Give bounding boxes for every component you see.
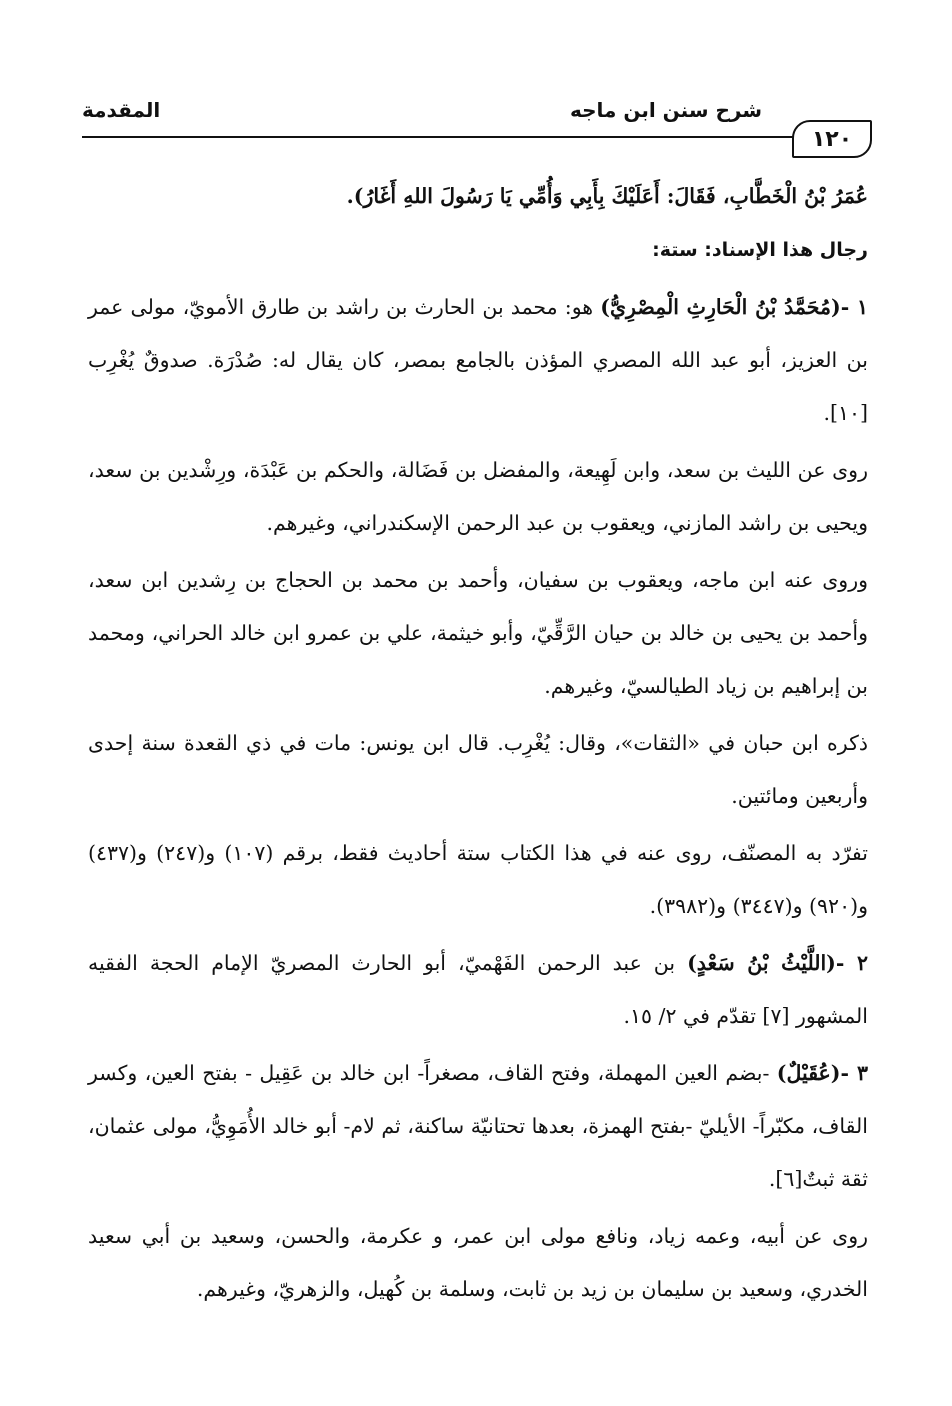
narrator-3-text: -بضم العين المهملة، وفتح القاف، مصغراً- ابن خالد بن عَقِيل - بفتح العين، وكسر القاف، مكبّراً- الأيليّ -بفتح الهمزة، بعدها تحتانيّة ساكنة، ثم لام- أبو خالد الأُمَوِيُّ، مولى عثمان، ثقة ثبتٌ[٦]. xyxy=(88,1061,868,1191)
page-header xyxy=(82,92,872,152)
narrator-1-name: ١ -(مُحَمَّدُ بْنُ الْحَارِثِ الْمِصْرِيُّ) xyxy=(600,295,868,319)
book-title: شرح سنن ابن ماجه xyxy=(569,98,762,122)
narrator-3-name: ٣ -(عُقَيْلٌ) xyxy=(776,1061,868,1085)
intro-line: عُمَرُ بْنُ الْخَطَّابِ، فَقَالَ: أَعَلَيْكَ بِأَبِي وَأُمِّي يَا رَسُولَ اللهِ أَغَارُ). xyxy=(346,184,868,208)
paragraph-narrator-2 xyxy=(88,937,868,1043)
page-number: ١٢٠ xyxy=(792,120,872,158)
section-title: المقدمة xyxy=(82,98,161,122)
header-rule xyxy=(82,136,794,138)
narrator-2-name: ٢ -(اللَّيْثُ بْنُ سَعْدٍ) xyxy=(687,951,869,975)
paragraph-hadith-numbers: تفرّد به المصنّف، روى عنه في هذا الكتاب ستة أحاديث فقط، برقم (١٠٧) و(٢٤٧) و(٤٣٧) و(٩٢٠) و(٣٤٤٧) و(٣٩٨٢). xyxy=(88,841,868,918)
paragraph-narrator-1 xyxy=(88,281,868,440)
paragraph-narrated-by: وروى عنه ابن ماجه، ويعقوب بن سفيان، وأحمد بن محمد بن الحجاج بن رِشدين ابن سعد، وأحمد بن يحيى بن خالد بن حيان الرَّقِّيّ، وأبو خيثمة، علي بن عمرو ابن خالد الحراني، ومحمد بن إبراهيم بن زياد الطيالسيّ، وغيرهم. xyxy=(88,568,868,698)
paragraph-narrator-3-from: روى عن أبيه، وعمه زياد، ونافع مولى ابن عمر، و عكرمة، والحسن، وسعيد بن أبي سعيد الخدري، وسعيد بن سليمان بن زيد بن ثابت، وسلمة بن كُهيل، والزهريّ، وغيرهم. xyxy=(88,1224,868,1301)
heading-text: رجال هذا الإسناد: ستة: xyxy=(652,239,868,261)
paragraph-narrated-from: روى عن الليث بن سعد، وابن لَهِيعة، والمفضل بن فَضَالة، والحكم بن عَبْدَة، ورِشْدين بن سعد، ويحيى بن راشد المازني، ويعقوب بن عبد الرحمن الإسكندراني، وغيرهم. xyxy=(88,458,868,535)
page-body xyxy=(88,170,868,1316)
paragraph-ibn-hibban: ذكره ابن حبان في «الثقات»، وقال: يُغْرِب. قال ابن يونس: مات في ذي القعدة سنة إحدى وأربعين ومائتين. xyxy=(88,731,868,808)
narrators-heading xyxy=(88,223,868,277)
paragraph-narrator-3 xyxy=(88,1047,868,1206)
narrator-2-text: بن عبد الرحمن الفَهْميّ، أبو الحارث المصريّ الإمام الحجة الفقيه المشهور [٧] تقدّم في ٢/ ١٥. xyxy=(88,951,868,1028)
narrator-1-text: هو: محمد بن الحارث بن راشد بن طارق الأمويّ، مولى عمر بن العزيز، أبو عبد الله المصري المؤذن بالجامع بمصر، كان يقال له: صُدْرَة. صدوقٌ يُغْرِب [١٠]. xyxy=(88,295,868,425)
